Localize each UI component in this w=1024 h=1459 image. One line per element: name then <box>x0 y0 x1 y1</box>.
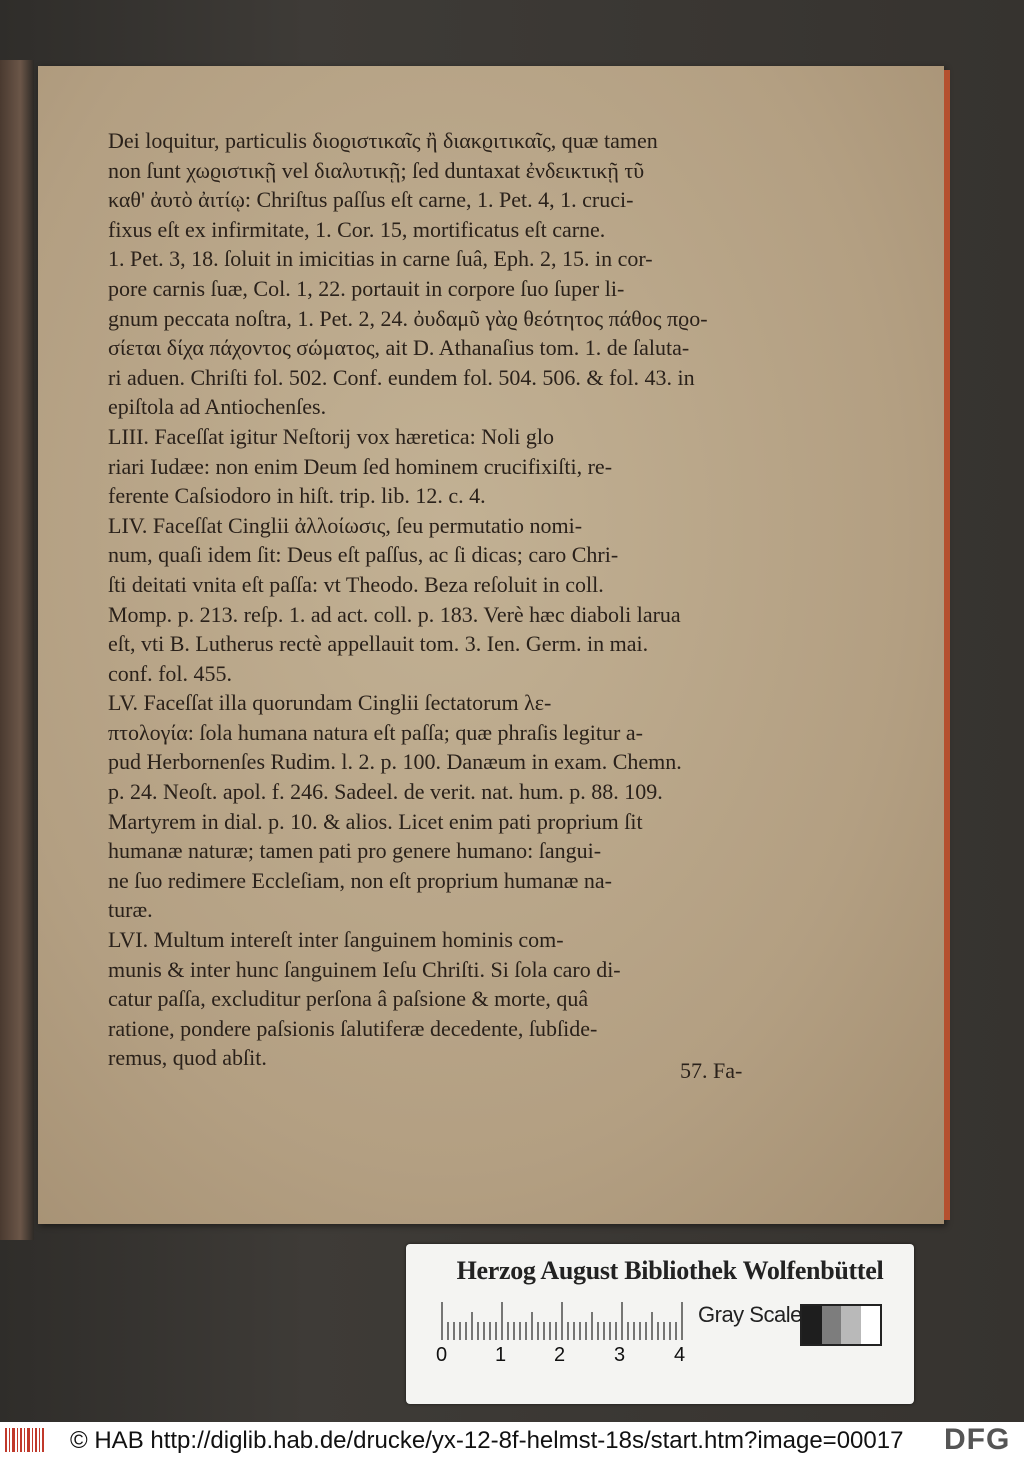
text-line: gnum peccata noſtra, 1. Pet. 2, 24. ὀυδαμῦ γὰϱ θεότητος πάθος πϱο- <box>108 305 708 331</box>
text-line: πτολογία: ſola humana natura eſt paſſa; quæ phraſis legitur a- <box>108 719 643 745</box>
text-line: riari Iudæe: non enim Deum ſed hominem crucifixiſti, re- <box>108 453 613 479</box>
text-line: munis & inter hunc ſanguinem Ieſu Chriſti. Si ſola caro di- <box>108 956 621 982</box>
gray-scale-swatches <box>800 1304 882 1346</box>
text-line: καθ' ἀυτὸ ἀιτίῳ: Chriſtus paſſus eſt carne, 1. Pet. 4, 1. cruci- <box>108 187 634 213</box>
text-line: LIV. Faceſſat Cinglii ἀλλοίωσις, ſeu permutatio nomi- <box>108 512 583 538</box>
catchword: 57. Fa- <box>680 1058 743 1083</box>
ruler-number: 2 <box>554 1344 566 1366</box>
text-line: non ſunt χωϱιστικῇ vel διαλυτικῇ; ſed duntaxat ἐνδεικτικῇ τῦ <box>108 157 645 183</box>
previous-page-edge <box>0 60 34 1240</box>
gray-swatch <box>841 1306 861 1344</box>
text-line: pore carnis ſuæ, Col. 1, 22. portauit in corpore ſuo ſuper li- <box>108 275 625 301</box>
ruler-number: 4 <box>674 1344 686 1366</box>
text-line: eſt, vti B. Lutherus rectè appellauit tom. 3. Ien. Germ. in mai. <box>108 631 649 657</box>
text-line: p. 24. Neoſt. apol. f. 246. Sadeel. de verit. nat. hum. p. 88. 109. <box>108 779 663 805</box>
text-line: remus, quod abſit. <box>108 1045 267 1071</box>
text-line: ſti deitati vnita eſt paſſa: vt Theodo. Beza reſoluit in coll. <box>108 571 604 597</box>
gray-swatch <box>822 1306 842 1344</box>
text-line: ratione, pondere paſsionis ſalutiferæ decedente, ſubſide- <box>108 1015 598 1041</box>
dfg-logo: DFG <box>944 1423 1011 1456</box>
text-line: num, quaſi idem ſit: Deus eſt paſſus, ac ſi dicas; caro Chri- <box>108 542 619 568</box>
text-line: ferente Caſsiodoro in hiſt. trip. lib. 12. c. 4. <box>108 483 486 509</box>
text-line: LIII. Faceſſat igitur Neſtorij vox hæretica: Noli glo <box>108 423 554 449</box>
text-line: ne ſuo redimere Eccleſiam, non eſt proprium humanæ na- <box>108 867 613 893</box>
text-line: turæ. <box>108 897 153 923</box>
text-line: humanæ naturæ; tamen pati pro genere humano: ſangui- <box>108 838 602 864</box>
ruler-number: 1 <box>495 1344 507 1366</box>
ruler-number: 3 <box>614 1344 626 1366</box>
text-line: Martyrem in dial. p. 10. & alios. Licet enim pati proprium ſit <box>108 808 643 834</box>
ruler-scale <box>440 1300 690 1340</box>
text-line: 1. Pet. 3, 18. ſoluit in imicitias in carne ſuâ, Eph. 2, 15. in cor- <box>108 246 653 272</box>
text-line: conf. fol. 455. <box>108 660 233 686</box>
text-line: σίεται δίχα πάχοντος σώματος, ait D. Athanaſius tom. 1. de ſaluta- <box>108 335 690 361</box>
library-color-card <box>406 1244 914 1404</box>
text-line: epiſtola ad Antiochenſes. <box>108 394 327 420</box>
text-line: Momp. p. 213. reſp. 1. ad act. coll. p. 183. Verè hæc diaboli larua <box>108 601 681 627</box>
text-line: LV. Faceſſat illa quorundam Cinglii ſectatorum λε- <box>108 690 552 716</box>
page-text <box>108 126 768 1073</box>
footer-bar <box>0 1422 1024 1459</box>
text-line: LVI. Multum intereſt inter ſanguinem hominis com- <box>108 927 564 953</box>
page-red-edge <box>944 70 950 1220</box>
ruler-number: 0 <box>436 1344 448 1366</box>
text-line: ri aduen. Chriſti fol. 502. Conf. eundem fol. 504. 506. & fol. 43. in <box>108 364 695 390</box>
library-name: Herzog August Bibliothek Wolfenbüttel <box>456 1256 884 1285</box>
gray-scale-label: Gray Scale <box>698 1302 802 1327</box>
gray-swatch <box>861 1306 881 1344</box>
text-line: Dei loquitur, particulis διοϱιστικαῖς ἢ διακϱιτικαῖς, quæ tamen <box>108 128 658 153</box>
text-line: pud Herbornenſes Rudim. l. 2. p. 100. Danæum in exam. Chemn. <box>108 749 682 775</box>
gray-swatch <box>802 1306 822 1344</box>
text-line: fixus eſt ex infirmitate, 1. Cor. 15, mortificatus eſt carne. <box>108 216 606 242</box>
hab-barcode-icon <box>4 1426 46 1454</box>
ruler-numbers <box>430 1344 700 1370</box>
source-url[interactable]: © HAB http://diglib.hab.de/drucke/yx-12-8f-helmst-18s/start.htm?image=00017 <box>70 1427 904 1454</box>
text-line: catur paſſa, excluditur perſona â paſsione & morte, quâ <box>108 986 589 1012</box>
